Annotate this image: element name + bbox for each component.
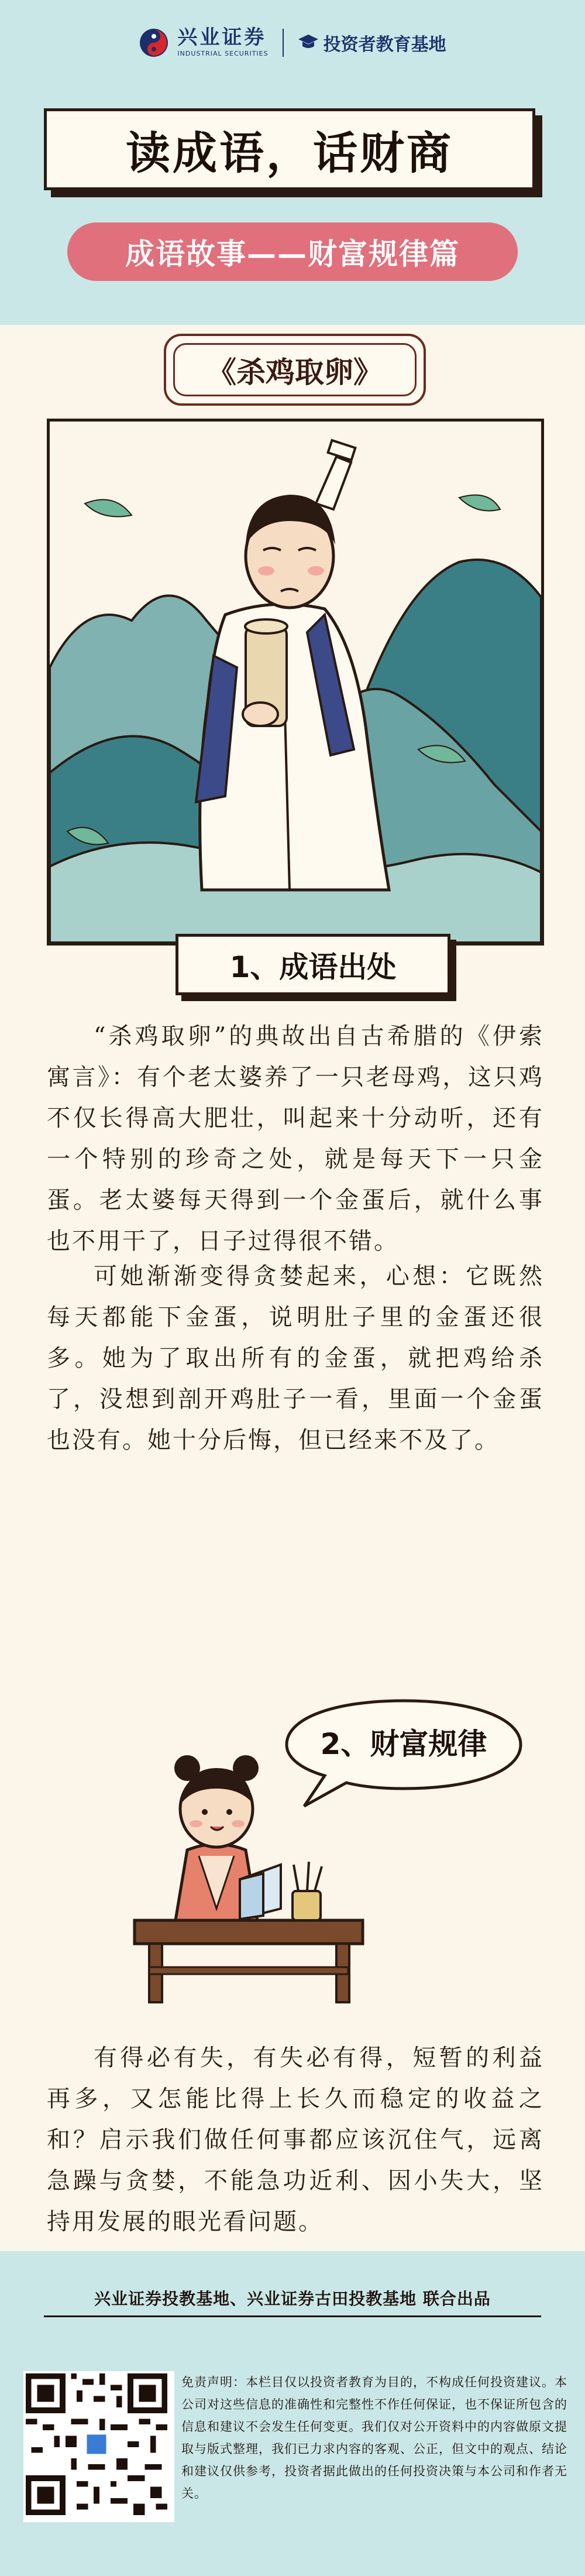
section-heading-wealth-label: 2、财富规律 bbox=[320, 1727, 487, 1761]
section-heading-origin-label: 1、成语出处 bbox=[229, 950, 397, 984]
title-box bbox=[44, 108, 535, 190]
brand-sub-label: 投资者教育基地 bbox=[323, 34, 446, 55]
origin-paragraph-1: “杀鸡取卵”的典故出自古希腊的《伊索寓言》：有个老太婆养了一只老母鸡，这只鸡不仅长得高大肥壮，叫起来十分动听，还有一个特别的珍奇之处，就是每天下一只金蛋。老太婆每天得到一个金蛋后，就什么事也不用干了，日子过得很不错。 bbox=[47, 1023, 544, 1255]
page-title: 读成语，话财商 bbox=[126, 126, 453, 179]
scholar-illustration bbox=[47, 419, 544, 946]
child-reading-illustration bbox=[123, 1733, 374, 2008]
subtitle-pill bbox=[67, 222, 518, 281]
scholar-scene-art bbox=[50, 422, 541, 943]
disclaimer-text: 免责声明：本栏目仅以投资者教育为目的，不构成任何投资建议。本公司对这些信息的准确性和完整性不作任何保证，也不保证所包含的信息和建议不会发生任何变更。我们仅对公开资料中的内容做原文提取与版式整理，我们已力求内容的客观、公正，但文中的观点、结论和建议仅供参考，投资者据此做出的任何投资决策与本公司和作者无关。 bbox=[181, 2375, 567, 2500]
footer-credit: 兴业证券投教基地、兴业证券古田投教基地 联合出品 bbox=[94, 2289, 491, 2308]
brand-name: 兴业证券 bbox=[177, 26, 267, 49]
wealth-paragraph-1: 有得必有失，有失必有得，短暂的利益再多，又怎能比得上长久而稳定的收益之和？启示我们做任何事都应该沉住气，远离急躁与贪婪，不能急功近利、因小失大，坚持用发展的眼光看问题。 bbox=[47, 2044, 544, 2235]
brand-divider bbox=[283, 29, 284, 57]
idiom-title: 《杀鸡取卵》 bbox=[207, 355, 383, 389]
brand-logo-row bbox=[0, 18, 585, 67]
graduation-cap-icon bbox=[298, 33, 319, 52]
brand-name-en: INDUSTRIAL SECURITIES bbox=[177, 50, 269, 57]
section-heading-origin bbox=[176, 934, 450, 995]
brand-logo-icon bbox=[139, 28, 169, 58]
idiom-badge bbox=[164, 334, 426, 406]
origin-paragraph-2: 可她渐渐变得贪婪起来，心想：它既然每天都能下金蛋，说明肚子里的金蛋还很多。她为了取出所有的金蛋，就把鸡给杀了，没想到剖开鸡肚子一看，里面一个金蛋也没有。她十分后悔，但已经来不及了。 bbox=[47, 1263, 544, 1454]
brand-name-block bbox=[177, 28, 268, 57]
brand-sub-block bbox=[298, 30, 446, 56]
page-subtitle: 成语故事——财富规律篇 bbox=[125, 237, 460, 271]
qr-code[interactable] bbox=[23, 2371, 174, 2522]
footer-divider bbox=[44, 2315, 541, 2317]
qr-code-icon bbox=[26, 2373, 167, 2515]
idiom-badge-inner bbox=[173, 343, 417, 396]
